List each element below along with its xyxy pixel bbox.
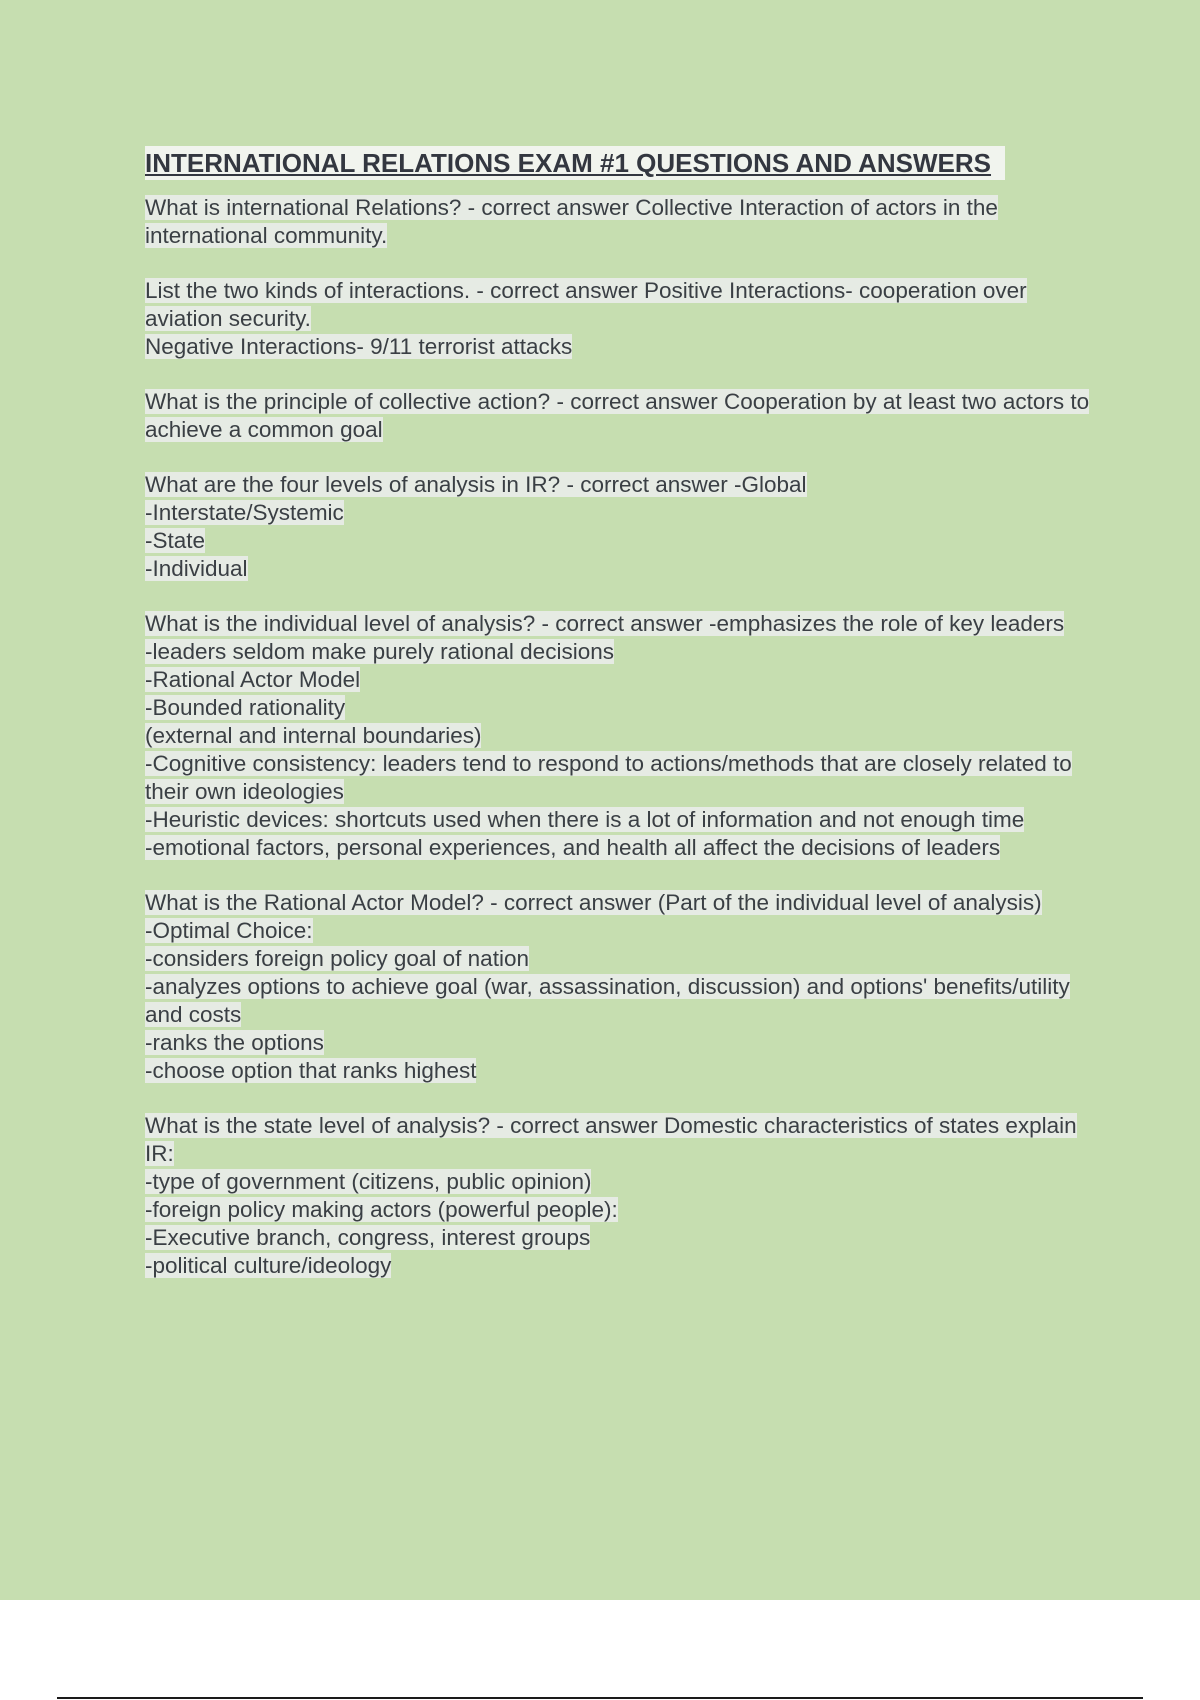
qa-line	[145, 834, 1090, 862]
qa-line	[145, 1112, 1090, 1168]
qa-text: -Bounded rationality	[145, 695, 346, 720]
qa-text: -considers foreign policy goal of nation	[145, 946, 529, 971]
qa-line	[145, 722, 1090, 750]
qa-text: What is the Rational Actor Model? - correct answer (Part of the individual level of analysis)	[145, 890, 1042, 915]
qa-line	[145, 694, 1090, 722]
qa-line	[145, 750, 1090, 806]
qa-item	[145, 194, 1090, 250]
qa-line	[145, 973, 1090, 1029]
qa-line	[145, 1224, 1090, 1252]
qa-line	[145, 610, 1090, 638]
qa-item	[145, 1112, 1090, 1280]
qa-text: -leaders seldom make purely rational decisions	[145, 639, 614, 664]
qa-text: List the two kinds of interactions. - correct answer Positive Interactions- cooperation over aviation security.	[145, 278, 1027, 331]
qa-text: -emotional factors, personal experiences, and health all affect the decisions of leaders	[145, 835, 1001, 860]
qa-line	[145, 1252, 1090, 1280]
qa-line	[145, 1057, 1090, 1085]
qa-text: -foreign policy making actors (powerful people):	[145, 1197, 618, 1222]
qa-line	[145, 555, 1090, 583]
qa-text: -analyzes options to achieve goal (war, assassination, discussion) and options' benefits/utility and costs	[145, 974, 1070, 1027]
qa-text: -Heuristic devices: shortcuts used when there is a lot of information and not enough time	[145, 807, 1025, 832]
qa-text: Negative Interactions- 9/11 terrorist attacks	[145, 334, 573, 359]
qa-text: What are the four levels of analysis in IR? - correct answer -Global	[145, 472, 807, 497]
qa-text: -Cognitive consistency: leaders tend to respond to actions/methods that are closely related to their own ideologies	[145, 751, 1072, 804]
qa-text: What is the principle of collective action? - correct answer Cooperation by at least two actors to achieve a common goal	[145, 389, 1090, 442]
qa-line	[145, 666, 1090, 694]
qa-item	[145, 610, 1090, 862]
qa-text: What is the individual level of analysis? - correct answer -emphasizes the role of key leaders	[145, 611, 1065, 636]
qa-text: -Individual	[145, 556, 248, 581]
qa-line	[145, 889, 1090, 917]
qa-line	[145, 471, 1090, 499]
qa-text: -political culture/ideology	[145, 1253, 392, 1278]
qa-item	[145, 388, 1090, 444]
qa-text: -State	[145, 528, 206, 553]
qa-text: -Optimal Choice:	[145, 918, 313, 943]
qa-text: (external and internal boundaries)	[145, 723, 482, 748]
qa-line	[145, 638, 1090, 666]
qa-line	[145, 1168, 1090, 1196]
qa-line	[145, 333, 1090, 361]
qa-text: What is the state level of analysis? - correct answer Domestic characteristics of states explain IR:	[145, 1113, 1077, 1166]
qa-text: -type of government (citizens, public opinion)	[145, 1169, 592, 1194]
qa-line	[145, 499, 1090, 527]
qa-line	[145, 1029, 1090, 1057]
qa-text: -ranks the options	[145, 1030, 324, 1055]
qa-text: -Interstate/Systemic	[145, 500, 344, 525]
qa-text: -Rational Actor Model	[145, 667, 361, 692]
qa-line	[145, 917, 1090, 945]
qa-item	[145, 471, 1090, 583]
qa-line	[145, 1196, 1090, 1224]
qa-line	[145, 945, 1090, 973]
qa-item	[145, 277, 1090, 361]
qa-line	[145, 194, 1090, 250]
qa-item	[145, 889, 1090, 1085]
qa-line	[145, 806, 1090, 834]
document-body	[145, 146, 1090, 1307]
qa-line	[145, 277, 1090, 333]
document-title: INTERNATIONAL RELATIONS EXAM #1 QUESTIONS AND ANSWERS	[145, 146, 1005, 180]
qa-text: -Executive branch, congress, interest groups	[145, 1225, 591, 1250]
qa-line	[145, 388, 1090, 444]
footer-divider	[57, 1697, 1143, 1699]
qa-line	[145, 527, 1090, 555]
qa-text: What is international Relations? - correct answer Collective Interaction of actors in the international community.	[145, 195, 998, 248]
qa-text: -choose option that ranks highest	[145, 1058, 477, 1083]
